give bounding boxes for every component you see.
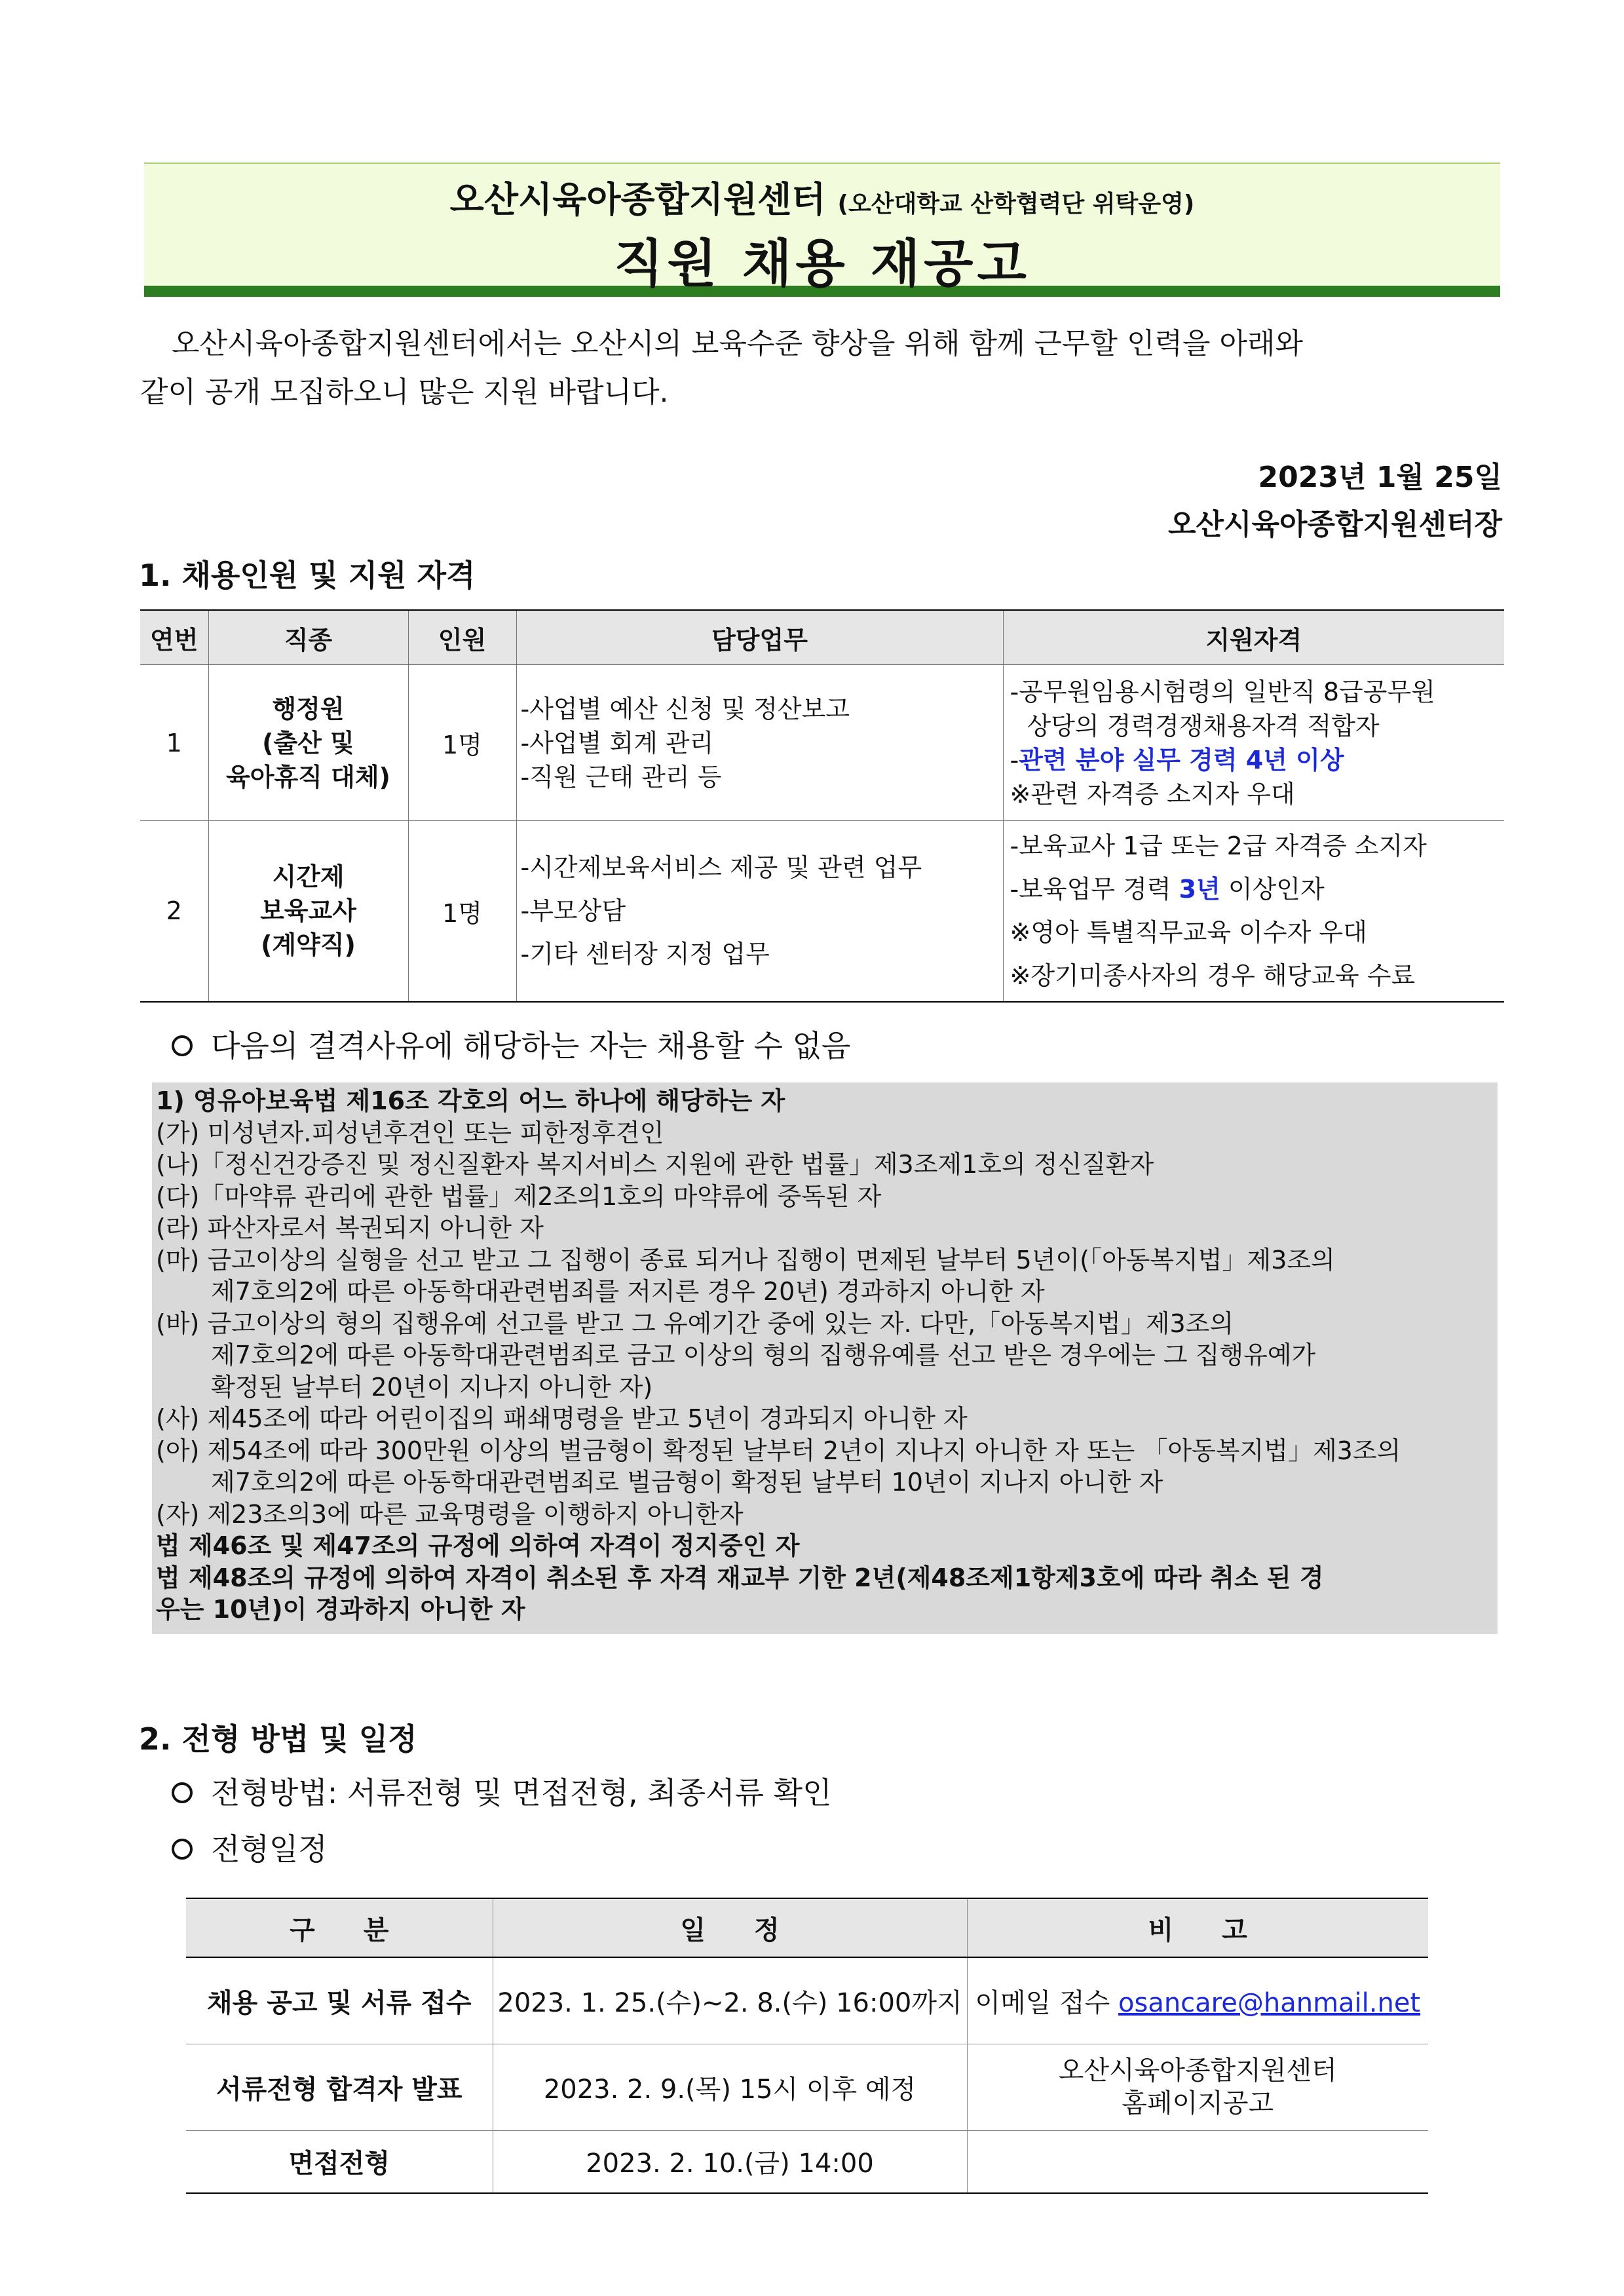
recruitment-table bbox=[140, 609, 1504, 1003]
list-item: 제7호의2에 따른 아동학대관련범죄로 금고 이상의 형의 집행유예를 선고 받은 경우에는 그 집행유예가 bbox=[211, 1341, 1316, 1369]
table-header-row bbox=[186, 1898, 1428, 1957]
row-duties: -시간제보육서비스 제공 및 관련 업무 -부모상담 -기타 센터장 지정 업무 bbox=[516, 821, 1003, 1002]
list-item: 법 제48조의 규정에 의하여 자격이 취소된 후 자격 재교부 기한 2년(제48조제1항제3호에 따라 취소 된 경 bbox=[156, 1563, 1324, 1592]
disqualify-notice: 다음의 결격사유에 해당하는 자는 채용할 수 없음 bbox=[172, 1022, 850, 1065]
list-item: (다)「마약류 관리에 관한 법률」제2조의1호의 마약류에 중독된 자 bbox=[156, 1181, 882, 1211]
list-item: 확정된 날부터 20년이 지나지 아니한 자) bbox=[211, 1372, 653, 1402]
col-header-job: 직종 bbox=[208, 610, 408, 665]
operator-note: (오산대학교 산학협력단 위탁운영) bbox=[837, 191, 1195, 218]
row-duties: -사업별 예산 신청 및 정산보고 -사업별 회계 관리 -직원 근태 관리 등 bbox=[516, 665, 1003, 821]
schedule-table bbox=[186, 1898, 1428, 2194]
date-cell: 2023. 1. 25.(수)~2. 8.(수) 16:00까지 bbox=[493, 1957, 967, 2044]
row-count: 1명 bbox=[408, 665, 516, 821]
list-item: (라) 파산자로서 복권되지 아니한 자 bbox=[156, 1214, 544, 1242]
list-item: 1) 영유아보육법 제16조 각호의 어느 하나에 해당하는 자 bbox=[156, 1086, 785, 1115]
col-header-stage: 구 분 bbox=[186, 1898, 493, 1957]
circle-bullet-icon bbox=[172, 1839, 193, 1860]
stage-cell: 서류전형 합격자 발표 bbox=[186, 2044, 493, 2130]
col-header-count: 인원 bbox=[408, 610, 516, 665]
list-item: 제7호의2에 따른 아동학대관련범죄를 저지른 경우 20년) 경과하지 아니한 자 bbox=[211, 1277, 1045, 1306]
list-item: (사) 제45조에 따라 어린이집의 패쇄명령을 받고 5년이 경과되지 아니한 자 bbox=[156, 1404, 968, 1433]
intro-line-2: 같이 공개 모집하오니 많은 지원 바랍니다. bbox=[140, 375, 669, 409]
row-count: 1명 bbox=[408, 821, 516, 1002]
row-qualification: -보육교사 1급 또는 2급 자격증 소지자 -보육업무 경력 3년 이상인자 ※영아 특별직무교육 이수자 우대 ※장기미종사자의 경우 해당교육 수료 bbox=[1003, 821, 1504, 1002]
center-name: 오산시육아종합지원센터 bbox=[449, 179, 826, 220]
note-cell: 이메일 접수 osancare@hanmail.net bbox=[967, 1957, 1428, 2044]
disqualify-list bbox=[156, 1085, 1495, 1626]
table-row bbox=[186, 2130, 1428, 2193]
table-header-row bbox=[140, 610, 1504, 665]
list-item: (자) 제23조의3에 따른 교육명령을 이행하지 아니한자 bbox=[156, 1499, 744, 1529]
list-item: (아) 제54조에 따라 300만원 이상의 벌금형이 확정된 날부터 2년이 지나지 아니한 자 또는 「아동복지법」제3조의 bbox=[156, 1436, 1401, 1465]
circle-bullet-icon bbox=[172, 1782, 193, 1803]
table-row bbox=[140, 821, 1504, 1002]
row-no: 2 bbox=[140, 821, 208, 1002]
date-cell: 2023. 2. 10.(금) 14:00 bbox=[493, 2130, 967, 2193]
row-no: 1 bbox=[140, 665, 208, 821]
col-header-duties: 담당업무 bbox=[516, 610, 1003, 665]
table-row bbox=[186, 2044, 1428, 2130]
list-item: (마) 금고이상의 실형을 선고 받고 그 집행이 종료 되거나 집행이 면제된 날부터 5년이(「아동복지법」제3조의 bbox=[156, 1245, 1335, 1274]
col-header-qualification: 지원자격 bbox=[1003, 610, 1504, 665]
col-header-date: 일 정 bbox=[493, 1898, 967, 1957]
table-row bbox=[186, 1957, 1428, 2044]
table-row bbox=[140, 665, 1504, 821]
schedule-label: 전형일정 bbox=[172, 1826, 328, 1869]
page-title: 직원 채용 재공고 bbox=[614, 235, 1030, 294]
email-link[interactable]: osancare@hanmail.net bbox=[1118, 1987, 1421, 2018]
row-job: 시간제 보육교사 (계약직) bbox=[208, 821, 408, 1002]
section-heading-process: 2. 전형 방법 및 일정 bbox=[139, 1721, 417, 1757]
row-qualification: -공무원임용시험령의 일반직 8급공무원 상당의 경력경쟁채용자격 적합자 -관련 분야 실무 경력 4년 이상 ※관련 자격증 소지자 우대 bbox=[1003, 665, 1504, 821]
stage-cell: 면접전형 bbox=[186, 2130, 493, 2193]
list-item: (나)「정신건강증진 및 정신질환자 복지서비스 지원에 관한 법률」제3조제1호의 정신질환자 bbox=[156, 1150, 1154, 1179]
stage-cell: 채용 공고 및 서류 접수 bbox=[186, 1957, 493, 2044]
list-item: 법 제46조 및 제47조의 규정에 의하여 자격이 정지중인 자 bbox=[156, 1531, 800, 1560]
col-header-no: 연번 bbox=[140, 610, 208, 665]
selection-method: 전형방법: 서류전형 및 면접전형, 최종서류 확인 bbox=[172, 1769, 832, 1812]
date-cell: 2023. 2. 9.(목) 15시 이후 예정 bbox=[493, 2044, 967, 2130]
intro-paragraph bbox=[140, 320, 1503, 417]
section-heading-recruitment: 1. 채용인원 및 지원 자격 bbox=[139, 558, 476, 593]
intro-line-1: 오산시육아종합지원센터에서는 오산시의 보육수준 향상을 위해 함께 근무할 인력을 아래와 bbox=[172, 327, 1304, 360]
note-cell bbox=[967, 2130, 1428, 2193]
center-title bbox=[144, 172, 1500, 222]
notice-issuer: 오산시육아종합지원센터장 bbox=[1167, 508, 1502, 541]
row-job: 행정원 (출산 및 육아휴직 대체) bbox=[208, 665, 408, 821]
col-header-note: 비 고 bbox=[967, 1898, 1428, 1957]
note-cell: 오산시육아종합지원센터 홈페이지공고 bbox=[967, 2044, 1428, 2130]
list-item: (가) 미성년자.피성년후견인 또는 피한정후견인 bbox=[156, 1118, 664, 1147]
notice-date: 2023년 1월 25일 bbox=[1258, 461, 1502, 494]
list-item: 우는 10년)이 경과하지 아니한 자 bbox=[156, 1595, 525, 1624]
list-item: 제7호의2에 따른 아동학대관련범죄로 벌금형이 확정된 날부터 10년이 지나지 아니한 자 bbox=[211, 1468, 1163, 1497]
list-item: (바) 금고이상의 형의 집행유예 선고를 받고 그 유예기간 중에 있는 자. 다만,「아동복지법」제3조의 bbox=[156, 1309, 1234, 1338]
highlight-years: 3년 bbox=[1179, 875, 1220, 904]
highlight-experience: 관련 분야 실무 경력 4년 이상 bbox=[1019, 745, 1344, 775]
circle-bullet-icon bbox=[172, 1035, 193, 1056]
